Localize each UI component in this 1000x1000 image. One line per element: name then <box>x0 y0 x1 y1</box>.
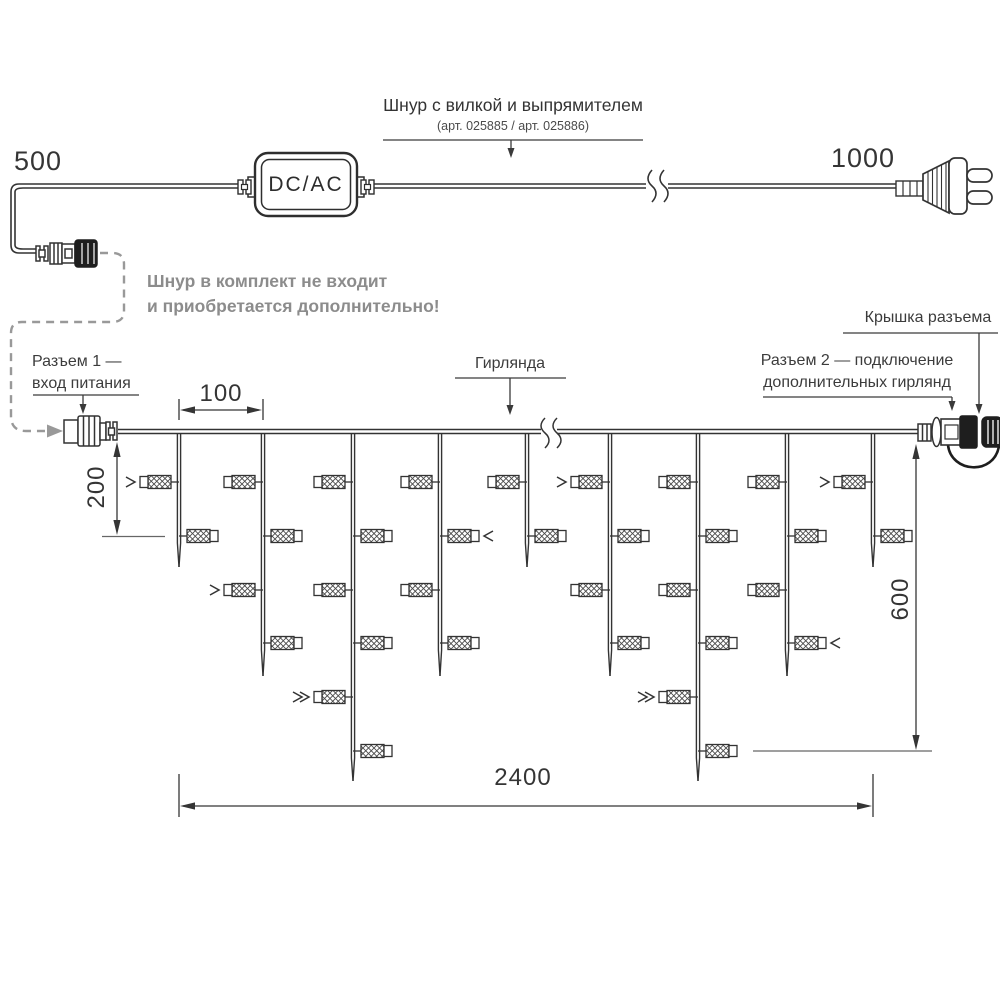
strand <box>314 433 392 781</box>
dim-label-500: 500 <box>14 146 63 176</box>
dim-label-200: 200 <box>83 465 110 509</box>
connector-cap-label: Крышка разъема <box>864 309 992 326</box>
power-cord-left-loop <box>11 184 240 253</box>
dimension-200 <box>102 442 165 537</box>
cord-art-numbers: (арт. 025885 / арт. 025886) <box>437 119 589 133</box>
strand <box>571 433 649 676</box>
cord-break-symbol <box>660 170 668 202</box>
lamp <box>179 530 218 543</box>
power-cord-right <box>374 170 896 202</box>
lamp <box>263 637 302 650</box>
dim-label-600: 600 <box>887 577 914 621</box>
lamp <box>698 745 737 758</box>
flash-lamp-marker-icon <box>126 477 135 487</box>
strand <box>488 433 566 567</box>
mains-plug <box>896 158 992 214</box>
lamp <box>659 584 698 597</box>
cord-title: Шнур с вилкой и выпрямителем <box>383 95 643 115</box>
lamp <box>698 530 737 543</box>
strand <box>224 433 302 676</box>
dashed-arrowhead <box>47 425 63 438</box>
cord-break-symbol <box>648 170 656 202</box>
flash-lamp-marker-icon <box>820 477 829 487</box>
strand <box>834 433 912 567</box>
lamp <box>571 476 610 489</box>
lamp <box>610 530 649 543</box>
lamp <box>834 476 873 489</box>
connector1-label-line2: вход питания <box>32 375 131 392</box>
lamp <box>488 476 527 489</box>
connector1-label-line1: Разъем 1 — <box>32 353 122 370</box>
strand <box>659 433 737 781</box>
lamp <box>787 637 826 650</box>
not-included-note-line1: Шнур в комплект не входит <box>147 271 388 291</box>
dim-label-1000: 1000 <box>831 143 896 173</box>
flash-lamp-marker-icon <box>638 692 654 702</box>
lamp <box>440 637 479 650</box>
lamp <box>698 637 737 650</box>
flash-lamp-marker-icon <box>831 638 840 648</box>
wire-break-symbol <box>541 418 549 448</box>
cord-end-connector <box>36 240 97 267</box>
lamp <box>314 584 353 597</box>
garland-strands <box>140 433 912 781</box>
flash-lamp-marker-icon <box>210 585 219 595</box>
lamp <box>224 584 263 597</box>
strand <box>748 433 826 676</box>
not-included-note-line2: и приобретается дополнительно! <box>147 296 440 316</box>
garland-label: Гирлянда <box>474 355 546 372</box>
lamp <box>787 530 826 543</box>
connector-2-output <box>918 416 1000 467</box>
strand <box>140 433 218 567</box>
lamp <box>314 691 353 704</box>
lamp <box>224 476 263 489</box>
connector-cap <box>982 417 1000 447</box>
connector2-label-line1: Разъем 2 — подключение <box>760 352 954 369</box>
dim-label-2400: 2400 <box>494 764 552 791</box>
title-leader <box>383 140 643 158</box>
lamp <box>610 637 649 650</box>
garland-main-wire <box>118 418 918 448</box>
lamp <box>353 637 392 650</box>
lamp <box>140 476 179 489</box>
flash-lamp-marker-icon <box>293 692 309 702</box>
lamp <box>659 476 698 489</box>
dcac-label: DC/AC <box>268 173 344 196</box>
lamp <box>353 745 392 758</box>
lamp <box>263 530 302 543</box>
lamp <box>401 476 440 489</box>
flash-lamp-marker-icon <box>557 477 566 487</box>
lamp <box>659 691 698 704</box>
strand <box>401 433 479 676</box>
lamp <box>401 584 440 597</box>
lamp <box>571 584 610 597</box>
lamp <box>748 584 787 597</box>
flash-lamp-marker-icon <box>484 531 493 541</box>
connector-1-power-input <box>64 416 117 446</box>
dashed-route <box>11 253 124 438</box>
dim-label-100: 100 <box>199 380 243 407</box>
lamp <box>748 476 787 489</box>
lamp <box>527 530 566 543</box>
lamp <box>440 530 479 543</box>
lamp <box>873 530 912 543</box>
connector2-label-line2: дополнительных гирлянд <box>763 374 951 391</box>
lamp <box>314 476 353 489</box>
lamp <box>353 530 392 543</box>
